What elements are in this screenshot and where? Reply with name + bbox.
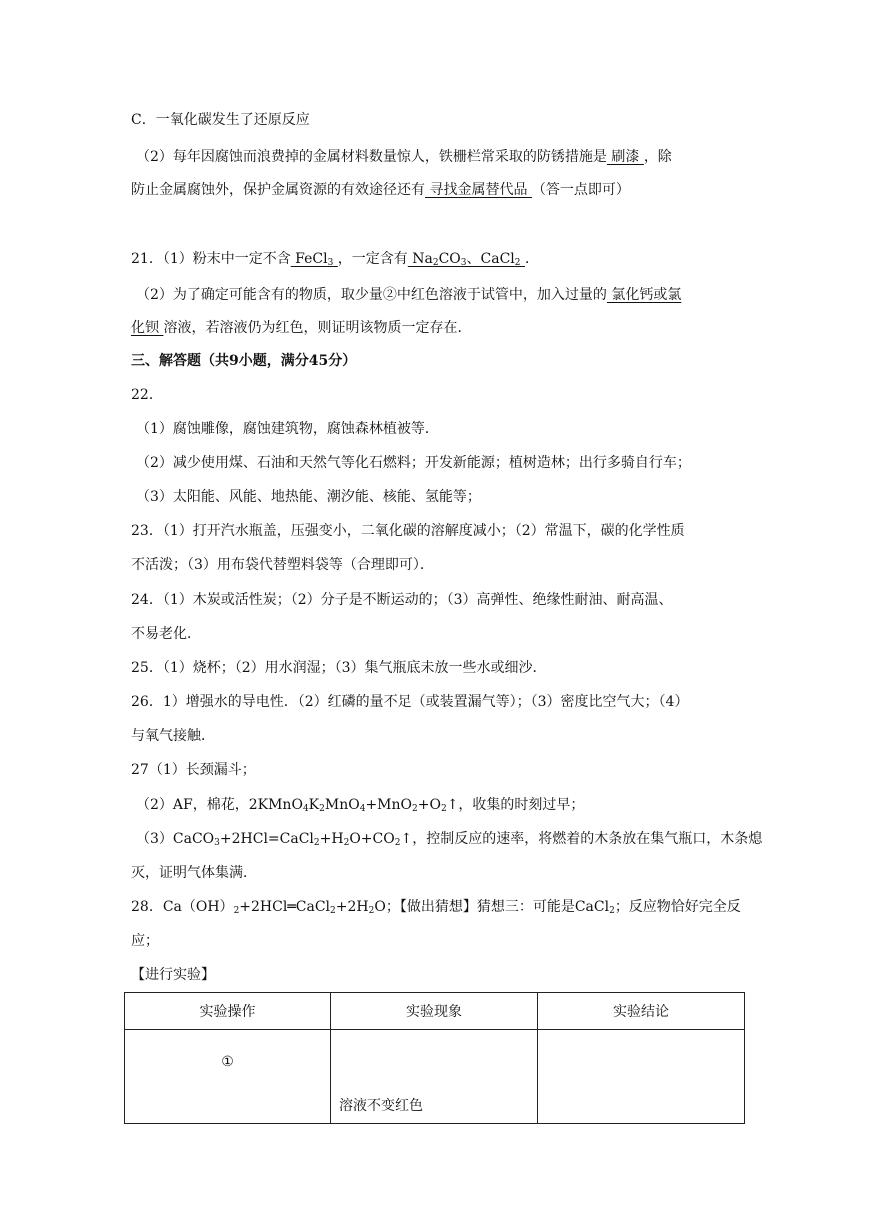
line-option-c: C．一氧化碳发生了还原反应: [131, 112, 310, 128]
line-q27: 27（1）长颈漏斗；: [131, 762, 256, 778]
cell-conclusion: [538, 1030, 745, 1124]
experiment-heading: 【进行实验】: [131, 967, 215, 983]
line-q23-cont: 不活泼；（3）用布袋代替塑料袋等（合理即可）．: [131, 557, 434, 573]
line-q26: 26．1）增强水的导电性．（2）红磷的量不足（或装置漏气等）；（3）密度比空气大；（4）: [131, 694, 689, 710]
header-operation: 实验操作: [125, 993, 331, 1030]
line-rust-prevention: （2）每年因腐蚀而浪费掉的金属材料数量惊人，铁栅栏常采取的防锈措施是 刷漆 ，除: [136, 149, 672, 165]
line-q22: 22．: [131, 387, 163, 403]
answer-blank-reagent: 氯化钙或氯: [606, 287, 682, 303]
answer-blank-substitute: 寻找金属替代品: [425, 182, 532, 198]
cell-operation: ①: [125, 1030, 331, 1124]
line-q24-cont: 不易老化．: [131, 626, 201, 642]
experiment-table: [124, 992, 745, 1124]
header-conclusion: 实验结论: [538, 993, 745, 1030]
line-resource-protection: 防止金属腐蚀外，保护金属资源的有效途径还有 寻找金属替代品 （答一点即可）: [131, 182, 630, 198]
section-heading: 三、解答题（共9小题，满分45分）: [131, 353, 357, 369]
line-q24: 24．（1）木炭或活性炭；（2）分子是不断运动的；（3）高弹性、绝缘性耐油、耐高温、: [131, 592, 673, 608]
line-q22-3: （3）太阳能、风能、地热能、潮汐能、核能、氢能等；: [136, 489, 481, 505]
line-q27-cont: 灭，证明气体集满．: [131, 865, 257, 881]
line-q21-part1: 21．（1）粉末中一定不含 FeCl$_3$ ，一定含有 $Na_2CO_3$、CaCl$_2$ ．: [131, 251, 539, 268]
answer-blank-paint: 刷漆: [606, 149, 644, 165]
line-q22-2: （2）减少使用煤、石油和天然气等化石燃料；开发新能源；植树造林；出行多骑自行车；: [136, 455, 691, 471]
line-q21-part2-cont: 化钡 溶液，若溶液仍为红色，则证明该物质一定存在．: [131, 320, 472, 336]
line-q27-2: （2）AF，棉花，$2KMnO_4K_2MnO_4+MnO_2+O_2↑$，收集的时刻过早；: [136, 797, 585, 814]
line-q26-cont: 与氧气接触．: [131, 728, 215, 744]
line-q23: 23．（1）打开汽水瓶盖，压强变小，二氧化碳的溶解度减小；（2）常温下，碳的化学性质: [131, 523, 685, 539]
line-q21-part2: （2）为了确定可能含有的物质，取少量②中红色溶液于试管中，加入过量的 氯化钙或氯: [136, 287, 682, 303]
answer-blank-fecl3: FeCl$_3$: [290, 251, 334, 268]
line-q22-1: （1）腐蚀雕像，腐蚀建筑物，腐蚀森林植被等．: [136, 421, 439, 437]
table-header-row: [125, 993, 745, 1030]
line-q28-cont: 应；: [131, 933, 159, 949]
table-row: [125, 1030, 745, 1124]
line-q28: 28．$Ca(OH)_2+2HCl═CaCl_2+2H_2O$；【做出猜想】猜想三：可能是CaCl$_2$；反应物恰好完全反: [131, 899, 741, 916]
line-q25: 25．（1）烧杯；（2）用水润湿；（3）集气瓶底未放一些水或细沙．: [131, 660, 547, 676]
line-q27-3: $(3)CaCO_3+2HCl=CaCl_2+H_2O+CO_2↑$，控制反应的速率，将燃着的木条放在集气瓶口，木条熄: [136, 831, 763, 848]
header-phenomenon: 实验现象: [331, 993, 538, 1030]
answer-blank-reagent-cont: 化钡: [131, 320, 164, 336]
cell-phenomenon: 溶液不变红色: [331, 1030, 538, 1124]
answer-blank-na2co3-cacl2: $Na_2CO_3$、CaCl$_2$: [407, 251, 521, 268]
